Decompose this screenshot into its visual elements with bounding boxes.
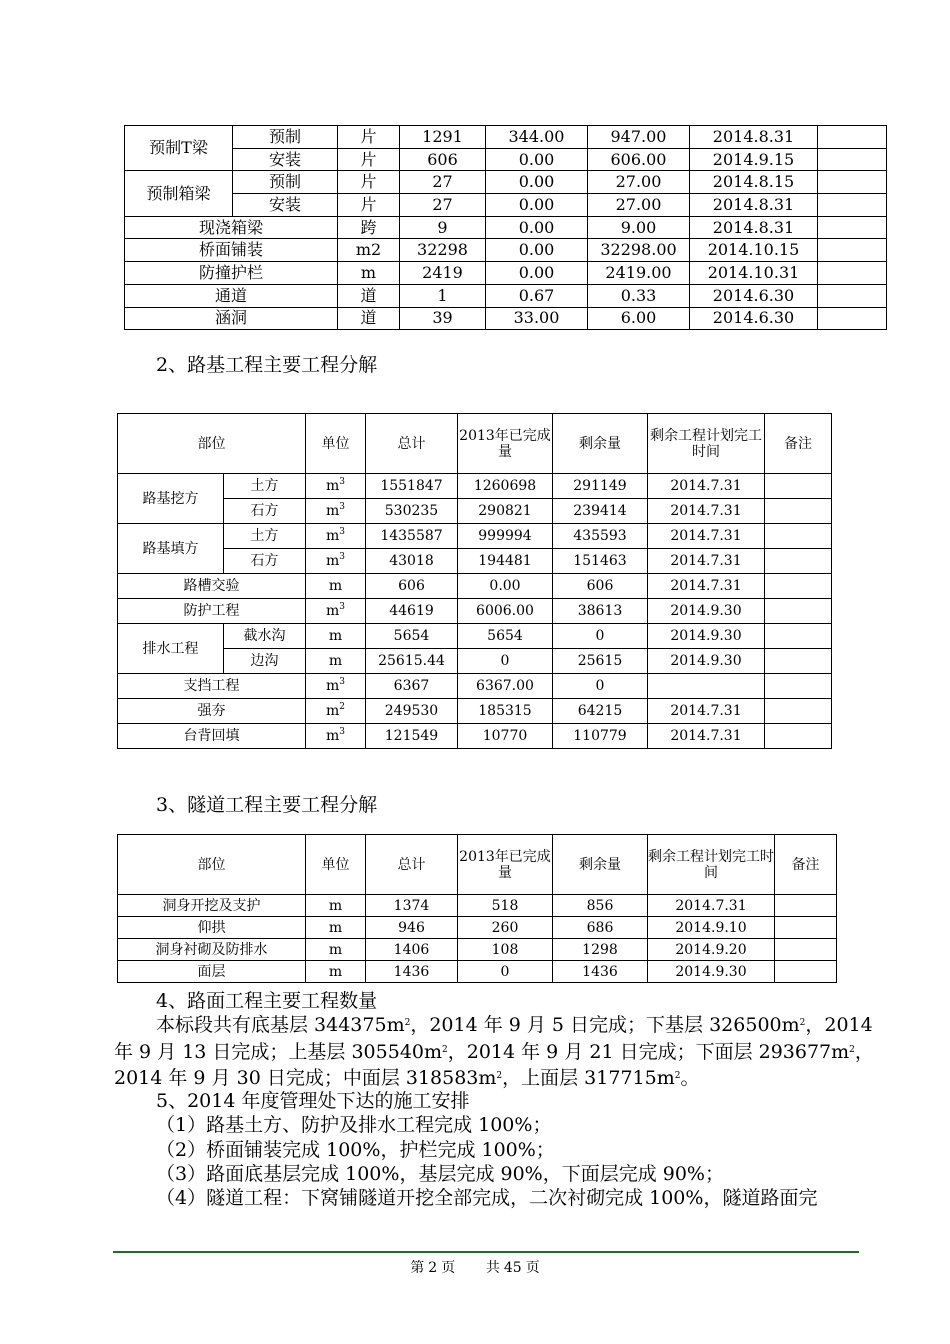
cell-unit — [306, 549, 366, 574]
table-row — [118, 724, 832, 749]
cell-unit: m — [306, 917, 366, 939]
table-row — [118, 549, 832, 574]
cell-note — [765, 524, 832, 549]
cell-date: 2014.7.31 — [648, 524, 765, 549]
section-4-line-2 — [114, 1040, 874, 1064]
cell-total: 1406 — [366, 939, 458, 961]
cell-unit: m — [306, 895, 366, 917]
row-sub: 土方 — [224, 474, 306, 499]
text: 年 9 月 13 日完成；上基层 305540m — [114, 1041, 443, 1063]
cell-remain: 947.00 — [588, 126, 690, 149]
cell-done: 999994 — [458, 524, 553, 549]
cell-date: 2014.7.31 — [648, 499, 765, 524]
cell-unit — [306, 624, 366, 649]
cell-done: 0.00 — [486, 148, 588, 171]
cell-note — [775, 917, 837, 939]
cell-date: 2014.7.31 — [648, 699, 765, 724]
cell-part: 洞身开挖及支护 — [118, 895, 306, 917]
cell-date: 2014.10.31 — [690, 262, 818, 285]
section-4-heading: 4、路面工程主要工程数量 — [156, 990, 378, 1012]
cell-total: 606 — [400, 148, 486, 171]
cell-total: 44619 — [366, 599, 458, 624]
cell-total: 1291 — [400, 126, 486, 149]
header-total: 总计 — [366, 835, 458, 895]
cell-note — [818, 194, 887, 217]
cell-total: 5654 — [366, 624, 458, 649]
unit-text: m — [325, 528, 340, 544]
text: 2014 年 9 月 30 日完成；中面层 318583m — [114, 1067, 497, 1089]
row-sub: 安装 — [233, 148, 338, 171]
cell-note — [765, 574, 832, 599]
cell-total: 9 — [400, 216, 486, 239]
cell-total: 32298 — [400, 239, 486, 262]
row-group: 支挡工程 — [118, 674, 306, 699]
cell-done: 0.00 — [486, 171, 588, 194]
header-plan: 剩余工程计划完工时间 — [648, 414, 765, 474]
row-sub: 石方 — [224, 549, 306, 574]
footer-total-label: 共 — [485, 1260, 500, 1276]
cell-note — [765, 474, 832, 499]
schedule-item-3: （3）路面底基层完成 100%，基层完成 90%，下面层完成 90%； — [156, 1163, 724, 1185]
cell-remain: 1436 — [553, 961, 648, 983]
row-group: 强夯 — [118, 699, 306, 724]
header-unit: 单位 — [306, 835, 366, 895]
text: 。 — [680, 1067, 700, 1089]
table-row — [118, 599, 832, 624]
table-row — [118, 624, 832, 649]
cell-part: 面层 — [118, 961, 306, 983]
cell-total: 39 — [400, 307, 486, 330]
cell-unit: 片 — [338, 194, 400, 217]
section-2-heading: 2、路基工程主要工程分解 — [156, 354, 378, 376]
cell-date: 2014.9.10 — [648, 917, 775, 939]
header-remain: 剩余量 — [553, 835, 648, 895]
cell-remain: 25615 — [553, 649, 648, 674]
footer-total-unit: 页 — [525, 1260, 540, 1276]
cell-unit: 片 — [338, 126, 400, 149]
footer-divider — [113, 1251, 859, 1253]
total-pages: 45 — [503, 1260, 522, 1276]
cell-unit: m — [306, 939, 366, 961]
cell-total: 27 — [400, 171, 486, 194]
cell-date: 2014.7.31 — [648, 895, 775, 917]
table-row — [125, 216, 887, 239]
cell-remain: 0 — [553, 624, 648, 649]
cell-remain: 64215 — [553, 699, 648, 724]
cell-remain: 856 — [553, 895, 648, 917]
table-row — [118, 524, 832, 549]
cell-note — [818, 307, 887, 330]
cell-done: 344.00 — [486, 126, 588, 149]
cell-remain: 2419.00 — [588, 262, 690, 285]
table-row — [125, 239, 887, 262]
cell-date: 2014.9.30 — [648, 624, 765, 649]
subgrade-quantity-table — [117, 413, 832, 749]
header-done: 2013年已完成量 — [458, 835, 553, 895]
cell-date: 2014.10.15 — [690, 239, 818, 262]
unit-text: m — [325, 728, 340, 744]
schedule-item-4: （4）隧道工程：下窝铺隧道开挖全部完成，二次衬砌完成 100%，隧道路面完 — [156, 1187, 818, 1209]
cell-unit: 跨 — [338, 216, 400, 239]
text: ， — [854, 1041, 874, 1063]
row-group: 路基挖方 — [118, 474, 224, 524]
cell-note — [818, 171, 887, 194]
cell-unit — [306, 699, 366, 724]
table-row — [118, 699, 832, 724]
cell-date: 2014.6.30 — [690, 307, 818, 330]
cell-note — [765, 649, 832, 674]
cell-date: 2014.9.30 — [648, 599, 765, 624]
cell-done: 33.00 — [486, 307, 588, 330]
row-group: 防撞护栏 — [125, 262, 338, 285]
cell-note — [765, 549, 832, 574]
table-row — [118, 895, 837, 917]
table-row — [118, 917, 837, 939]
unit-text: m — [325, 478, 340, 494]
row-group: 预制T梁 — [125, 126, 233, 171]
unit-superscript: 3 — [339, 677, 345, 687]
cell-remain: 686 — [553, 917, 648, 939]
superscript: 2 — [496, 1071, 503, 1081]
table-row — [118, 499, 832, 524]
row-group: 通道 — [125, 284, 338, 307]
cell-total: 121549 — [366, 724, 458, 749]
table-row — [125, 148, 887, 171]
cell-note — [818, 239, 887, 262]
tunnel-quantity-table — [117, 834, 837, 983]
table-row — [118, 961, 837, 983]
cell-done: 6006.00 — [458, 599, 553, 624]
row-group: 路基填方 — [118, 524, 224, 574]
cell-remain: 27.00 — [588, 171, 690, 194]
cell-remain: 38613 — [553, 599, 648, 624]
schedule-item-1: （1）路基土方、防护及排水工程完成 100%； — [156, 1114, 552, 1136]
cell-total: 1435587 — [366, 524, 458, 549]
cell-note — [818, 262, 887, 285]
cell-date: 2014.8.31 — [690, 194, 818, 217]
header-note: 备注 — [765, 414, 832, 474]
footer-page-label: 第 — [410, 1260, 425, 1276]
cell-done: 5654 — [458, 624, 553, 649]
row-sub: 安装 — [233, 194, 338, 217]
cell-done: 1260698 — [458, 474, 553, 499]
section-4-line-1 — [156, 1013, 873, 1037]
cell-note — [765, 599, 832, 624]
cell-date: 2014.6.30 — [690, 284, 818, 307]
unit-superscript: 2 — [339, 702, 345, 712]
header-unit: 单位 — [306, 414, 366, 474]
cell-total: 946 — [366, 917, 458, 939]
header-total: 总计 — [366, 414, 458, 474]
cell-done: 0.00 — [486, 194, 588, 217]
cell-note — [765, 699, 832, 724]
table-row — [118, 939, 837, 961]
row-group: 排水工程 — [118, 624, 224, 674]
cell-done: 0 — [458, 961, 553, 983]
table-row — [118, 574, 832, 599]
table-row — [125, 307, 887, 330]
row-sub: 边沟 — [224, 649, 306, 674]
cell-remain: 151463 — [553, 549, 648, 574]
cell-unit: 片 — [338, 148, 400, 171]
cell-note — [775, 939, 837, 961]
cell-unit: 片 — [338, 171, 400, 194]
cell-unit: m — [338, 262, 400, 285]
unit-text: m — [325, 678, 340, 694]
cell-done: 260 — [458, 917, 553, 939]
row-group: 预制箱梁 — [125, 171, 233, 216]
cell-remain: 606 — [553, 574, 648, 599]
cell-unit — [306, 599, 366, 624]
text: ，2014 年 9 月 5 日完成；下基层 326500m — [410, 1014, 800, 1036]
table-row — [125, 126, 887, 149]
cell-date: 2014.9.15 — [690, 148, 818, 171]
cell-date: 2014.8.31 — [690, 216, 818, 239]
unit-superscript: 3 — [339, 527, 345, 537]
row-sub: 石方 — [224, 499, 306, 524]
header-plan: 剩余工程计划完工时间 — [648, 835, 775, 895]
row-group: 涵洞 — [125, 307, 338, 330]
table-row — [125, 171, 887, 194]
footer-page-unit: 页 — [441, 1260, 456, 1276]
cell-date: 2014.8.31 — [690, 126, 818, 149]
text: 本标段共有底基层 344375m — [156, 1014, 405, 1036]
cell-total: 1 — [400, 284, 486, 307]
cell-note — [765, 724, 832, 749]
cell-remain: 9.00 — [588, 216, 690, 239]
cell-unit — [306, 574, 366, 599]
unit-superscript: 3 — [339, 727, 345, 737]
text: ，上面层 317715m — [502, 1067, 675, 1089]
header-done: 2013年已完成量 — [458, 414, 553, 474]
cell-remain: 6.00 — [588, 307, 690, 330]
unit-superscript: 3 — [339, 602, 345, 612]
cell-note — [765, 499, 832, 524]
section-5-heading: 5、2014 年度管理处下达的施工安排 — [156, 1090, 470, 1112]
cell-done: 0.00 — [486, 262, 588, 285]
cell-date: 2014.9.20 — [648, 939, 775, 961]
cell-note — [818, 148, 887, 171]
cell-done: 290821 — [458, 499, 553, 524]
unit-text: m — [325, 553, 340, 569]
cell-remain: 0 — [553, 674, 648, 699]
superscript: 2 — [799, 1018, 806, 1028]
row-sub: 截水沟 — [224, 624, 306, 649]
cell-date: 2014.7.31 — [648, 724, 765, 749]
cell-total: 249530 — [366, 699, 458, 724]
superscript: 2 — [849, 1045, 855, 1055]
section-3-heading: 3、隧道工程主要工程分解 — [156, 794, 378, 816]
row-sub: 预制 — [233, 171, 338, 194]
cell-unit: m — [306, 961, 366, 983]
cell-remain: 606.00 — [588, 148, 690, 171]
unit-text: m — [328, 653, 343, 669]
table-row — [118, 649, 832, 674]
cell-note — [765, 674, 832, 699]
row-sub: 土方 — [224, 524, 306, 549]
cell-date: 2014.7.31 — [648, 574, 765, 599]
unit-text: m — [328, 628, 343, 644]
cell-unit: 道 — [338, 284, 400, 307]
cell-done: 108 — [458, 939, 553, 961]
table-row — [125, 194, 887, 217]
row-group: 防护工程 — [118, 599, 306, 624]
header-note: 备注 — [775, 835, 837, 895]
cell-remain: 239414 — [553, 499, 648, 524]
cell-done: 185315 — [458, 699, 553, 724]
text: ，2014 — [805, 1014, 873, 1036]
unit-superscript: 3 — [339, 552, 345, 562]
row-sub: 预制 — [233, 126, 338, 149]
table-row — [125, 262, 887, 285]
cell-part: 洞身衬砌及防排水 — [118, 939, 306, 961]
header-remain: 剩余量 — [553, 414, 648, 474]
cell-remain: 110779 — [553, 724, 648, 749]
cell-date: 2014.9.30 — [648, 961, 775, 983]
cell-note — [818, 126, 887, 149]
table-row — [125, 284, 887, 307]
text: ，2014 年 9 月 21 日完成；下面层 293677m — [447, 1041, 850, 1063]
cell-done: 0.00 — [458, 574, 553, 599]
schedule-item-2: （2）桥面铺装完成 100%，护栏完成 100%； — [156, 1139, 555, 1161]
cell-remain: 1298 — [553, 939, 648, 961]
cell-total: 43018 — [366, 549, 458, 574]
table-row — [118, 474, 832, 499]
unit-text: m — [325, 603, 340, 619]
cell-done: 0 — [458, 649, 553, 674]
table-header-row — [118, 835, 837, 895]
cell-done: 518 — [458, 895, 553, 917]
header-part: 部位 — [118, 414, 306, 474]
cell-unit: m2 — [338, 239, 400, 262]
table-header-row — [118, 414, 832, 474]
cell-unit: 道 — [338, 307, 400, 330]
cell-date: 2014.7.31 — [648, 549, 765, 574]
cell-total: 27 — [400, 194, 486, 217]
row-group: 路槽交验 — [118, 574, 306, 599]
cell-remain: 32298.00 — [588, 239, 690, 262]
cell-unit — [306, 474, 366, 499]
cell-remain: 291149 — [553, 474, 648, 499]
cell-date — [648, 674, 765, 699]
cell-done: 194481 — [458, 549, 553, 574]
superscript: 2 — [404, 1018, 411, 1028]
cell-total: 606 — [366, 574, 458, 599]
cell-note — [775, 961, 837, 983]
cell-part: 仰拱 — [118, 917, 306, 939]
superscript: 2 — [674, 1071, 681, 1081]
unit-text: m — [325, 503, 340, 519]
superscript: 2 — [442, 1045, 448, 1055]
row-group: 桥面铺装 — [125, 239, 338, 262]
cell-done: 0.00 — [486, 239, 588, 262]
cell-total: 2419 — [400, 262, 486, 285]
cell-note — [775, 895, 837, 917]
unit-superscript: 3 — [339, 502, 345, 512]
cell-total: 530235 — [366, 499, 458, 524]
unit-text: m — [325, 703, 340, 719]
cell-total: 25615.44 — [366, 649, 458, 674]
cell-total: 6367 — [366, 674, 458, 699]
unit-text: m — [328, 578, 343, 594]
unit-superscript: 3 — [339, 477, 345, 487]
cell-done: 0.67 — [486, 284, 588, 307]
bridge-quantity-table — [124, 125, 887, 330]
cell-remain: 27.00 — [588, 194, 690, 217]
page-footer — [0, 1257, 950, 1277]
cell-done: 0.00 — [486, 216, 588, 239]
cell-unit — [306, 524, 366, 549]
cell-date: 2014.7.31 — [648, 474, 765, 499]
section-4-line-3 — [114, 1066, 699, 1090]
cell-date: 2014.8.15 — [690, 171, 818, 194]
cell-done: 6367.00 — [458, 674, 553, 699]
cell-note — [818, 284, 887, 307]
page-number: 2 — [428, 1260, 438, 1276]
table-row — [118, 674, 832, 699]
cell-unit — [306, 649, 366, 674]
cell-remain: 435593 — [553, 524, 648, 549]
cell-total: 1551847 — [366, 474, 458, 499]
row-group: 现浇箱梁 — [125, 216, 338, 239]
cell-total: 1436 — [366, 961, 458, 983]
row-group: 台背回填 — [118, 724, 306, 749]
cell-note — [765, 624, 832, 649]
cell-remain: 0.33 — [588, 284, 690, 307]
header-part: 部位 — [118, 835, 306, 895]
cell-unit — [306, 499, 366, 524]
cell-total: 1374 — [366, 895, 458, 917]
cell-note — [818, 216, 887, 239]
cell-date: 2014.9.30 — [648, 649, 765, 674]
cell-unit — [306, 724, 366, 749]
cell-done: 10770 — [458, 724, 553, 749]
cell-unit — [306, 674, 366, 699]
